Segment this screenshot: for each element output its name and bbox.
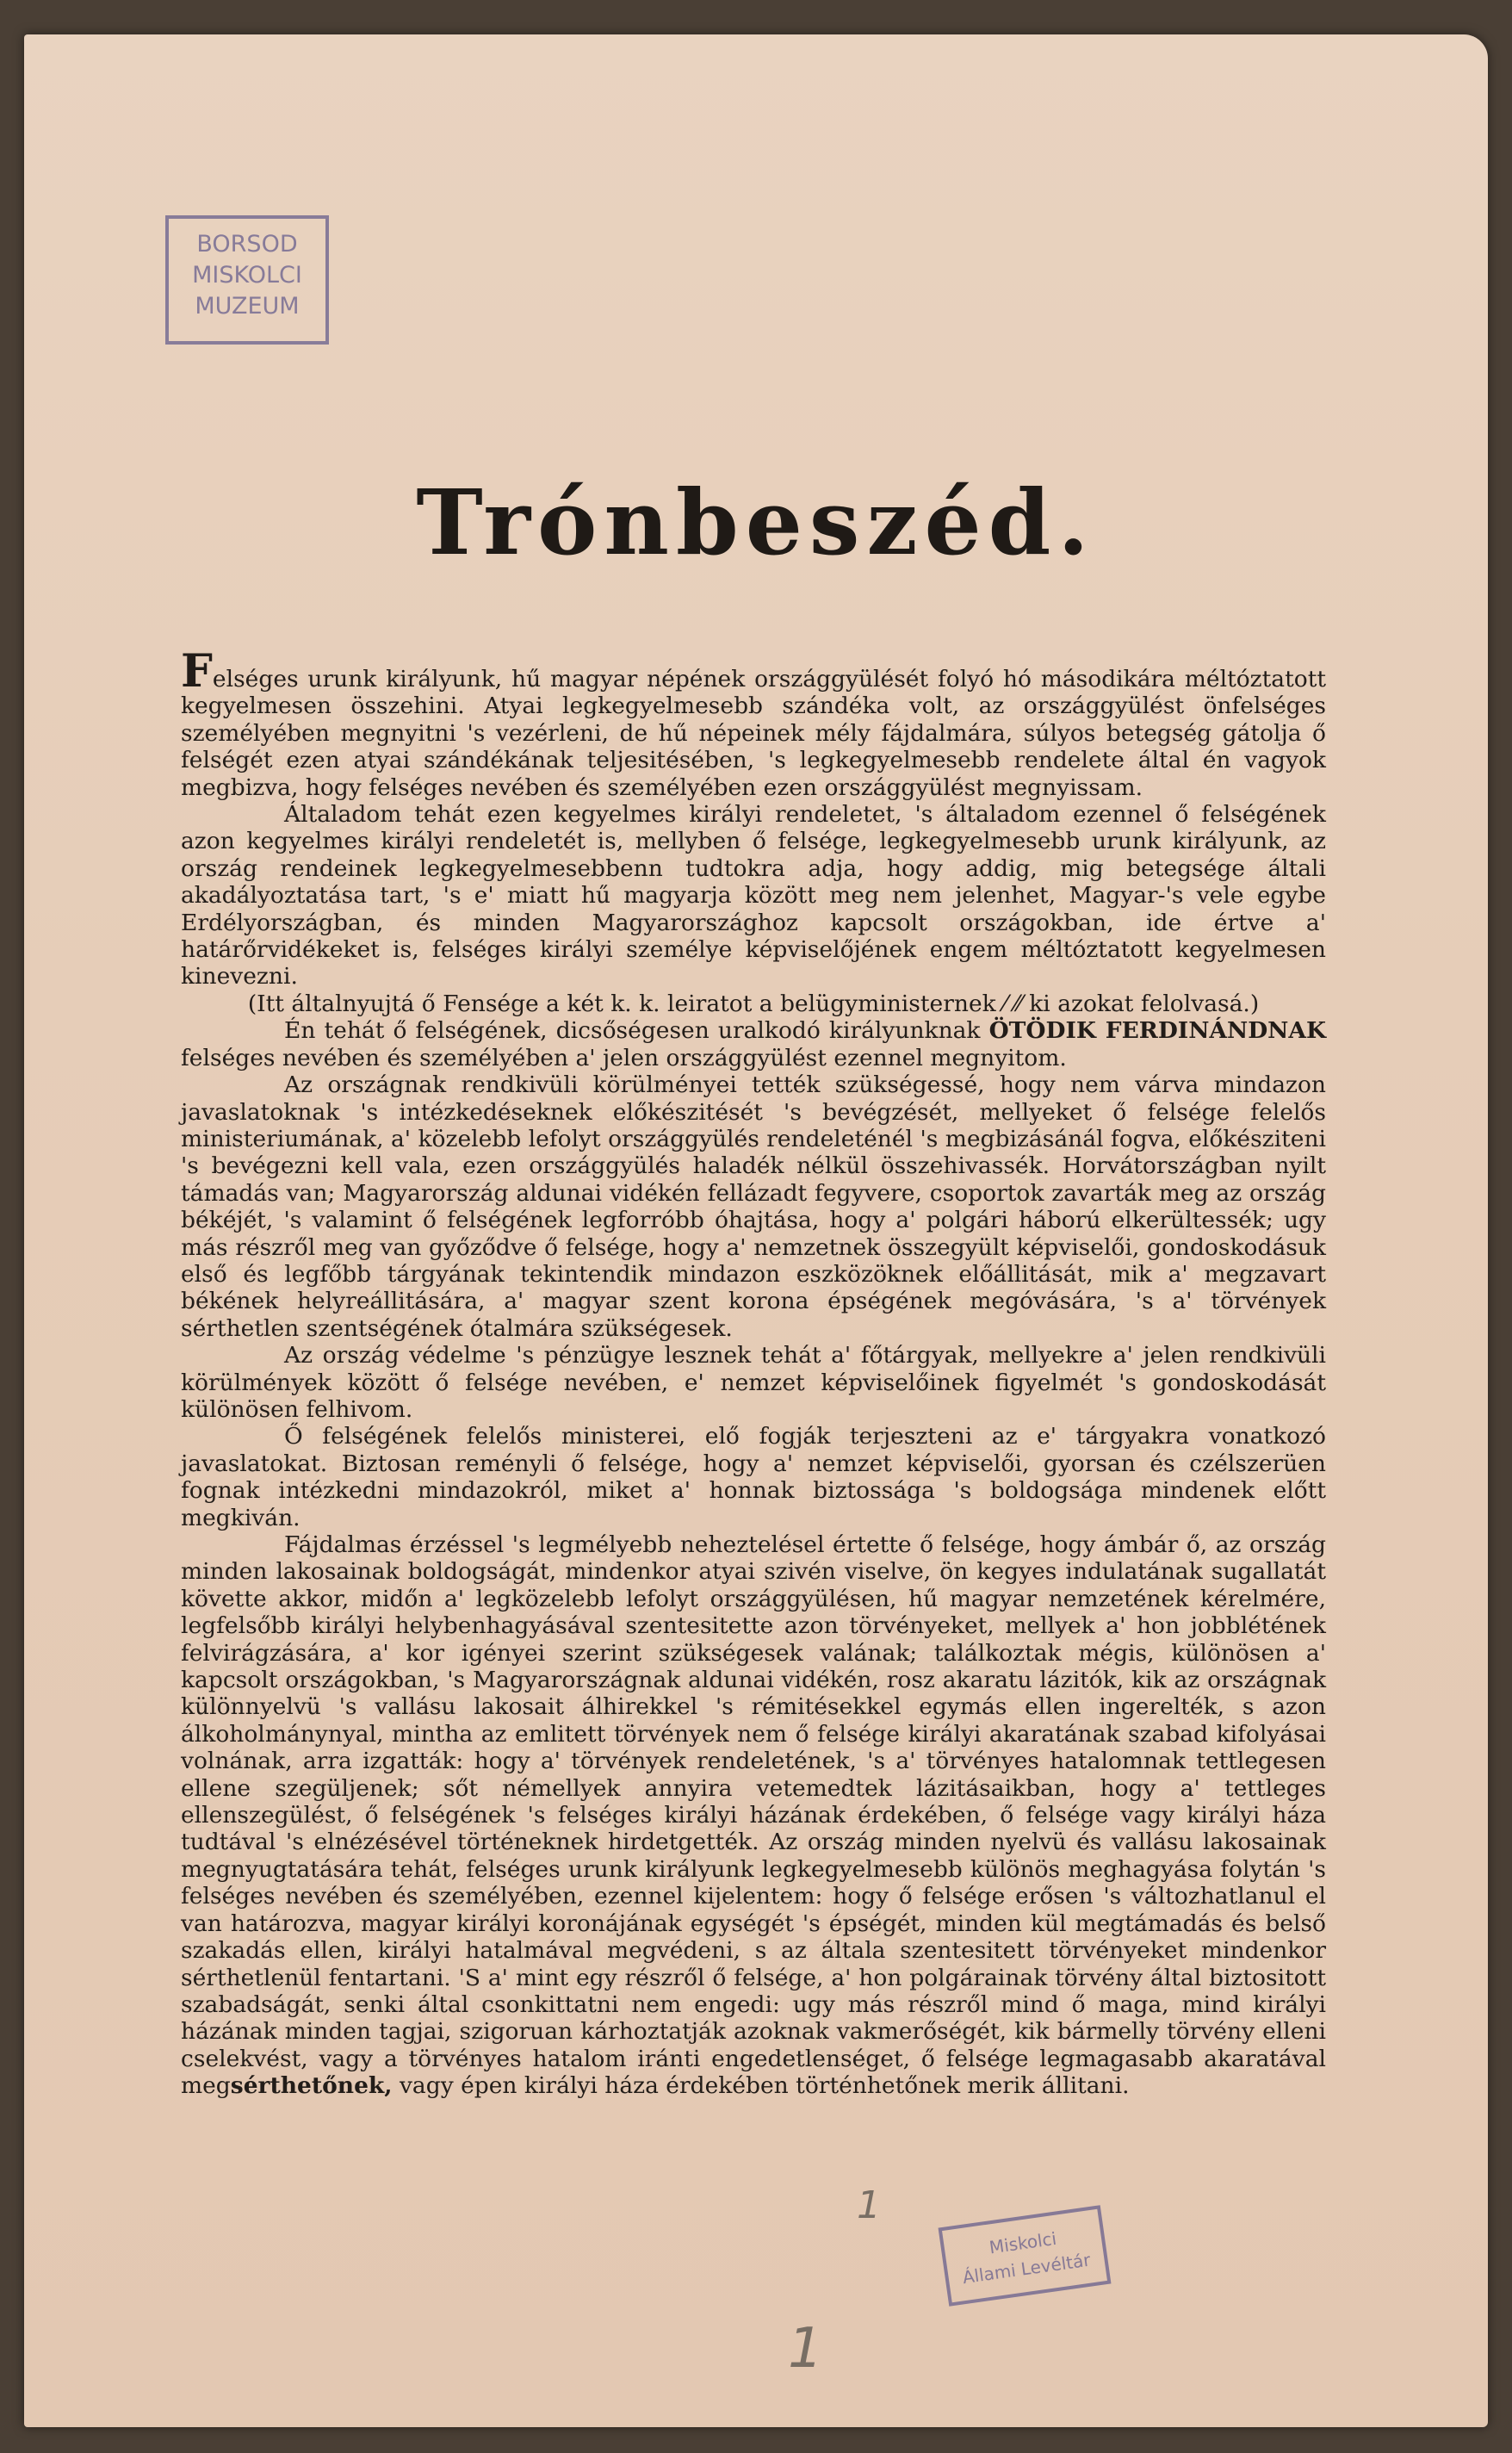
paragraph-6: Az ország védelme 's pénzügye lesznek tehát a' főtárgyak, mellyekre a' jelen rendkivüli körülmények között ő felsége nevében, e' nemzet képviselőinek figyelmét 's gondoskodását különösen felhivom. [181,1342,1326,1423]
paragraph-8 [181,1531,1326,2100]
paragraph-5: Az országnak rendkivüli körülményei tették szükségessé, hogy nem várva mindazon javaslatoknak 's intézkedéseknek előkészitését 's bevégzését, mellyeket ő felsége felelős ministeriumának, a' közelebb lefolyt országgyülés rendeleténél 's megbizásánál fogva, előkésziteni 's bevégezni kell vala, ezen országgyülés haladék nélkül összehivassék. Horvátországban nyilt támadás van; Magyarország aldunai vidékén fellázadt fegyvere, csoportok zavarták meg az ország békéjét, 's valamint ő felségének legforróbb óhajtása, hogy a' polgári háború elkerültessék; ugy más részről meg van győződve ő felsége, hogy a' nemzetnek összegyült képviselői, gondoskodásuk első és legfőbb tárgyának tekintendik mindazon eszközöknek előállitását, mik a' megzavart békének helyreállitására, a' magyar szent korona épségének megóvására, 's a' törvények sérthetlen szentségének ótalmára szükségesek. [181,1071,1326,1342]
paragraph-text: Fájdalmas érzéssel 's legmélyebb neheztelésel értette ő felsége, hogy ámbár ő, az ország minden lakosainak boldogságát, mindenkor atyai szivén viselve, ön kegyes indulatának sugallatát követte akkor, midőn a' legközelebb lefolyt országgyülésen, hű magyar nemzetének kérelmére, legfelsőbb királyi helybenhagyásával szentesitette azon törvényeket, mellyek a' hon jobblétének felvirágzására, a' kor igényei szerint szükségesek valának; találkoztak mégis, különösen a' kapcsolt országokban, 's Magyarországnak aldunai vidékén, rosz akaratu lázitók, kik az országnak különnyelvü 's vallásu lakosait álhirekkel 's rémitésekkel egymás ellen ingerelték, s azon álkoholmánynyal, mintha az emlitett törvények nem ő felsége királyi akaratának szabad kifolyásai volnának, arra izgatták: hogy a' törvények rendeletének, 's a' törvényes hatalomnak tettlegesen ellene szegüljenek; sőt némellyek annyira vetemedtek lázitásaikban, hogy a' tettleges ellenszegülést, ő felségének 's felséges királyi házának érdekében, ő felsége vagy királyi háza tudtával 's elnézésével történeknek hirdetgették. Az ország minden nyelvü és vallásu lakosainak megnyugtatására tehát, felséges urunk királyunk legkegyelmesebb különös meghagyása folytán 's felséges nevében és személyében, ezennel kijelentem: hogy ő felsége erősen 's változhatlanul el van határozva, magyar királyi koronájának egységét 's épségét, minden kül megtámadás és belső szakadás ellen, királyi hatalmával megvédeni, s az általa szentesitett törvényeket mindenkor sérthetlenül fentartani. 'S a' mint egy részről ő felsége, a' hon polgárainak törvény által biztositott szabadságát, senki által csonkittatni nem engedi: ugy más részről mind ő maga, mind királyi házának minden tagjai, szigoruan kárhoztatják azoknak vakmerőségét, kik bármelly törvény elleni cselekvést, vagy a törvényes hatalom iránti engedetlenséget, ő felsége legmagasabb akaratával meg [181,1531,1326,2100]
stamp-line: Miskolci [988,2227,1058,2258]
stamp-line: BORSOD [196,231,298,258]
paragraph-2: Általadom tehát ezen kegyelmes királyi rendeletet, 's általadom ezennel ő felségének azon kegyelmes királyi rendeletét is, mellyben ő felsége, legkegyelmesebb urunk királyunk, az ország rendeinek legkegyelmesebbenn tudtokra adja, hogy addig, mig betegsége általi akadályoztatása tart, 's e' miatt hű magyarja között meg nem jelenhet, Magyar-'s vele egybe Erdélyországban, és minden Magyarországhoz kapcsolt országokban, ide értve a' határőrvidékeket is, felséges királyi személye képviselőjének engem méltóztatott kegyelmesen kinevezni. [181,801,1326,991]
stamp-line: MUZEUM [195,293,300,320]
museum-stamp [165,215,329,345]
document-title: Trónbeszéd. [416,469,1096,575]
paragraph-text: elséges urunk királyunk, hű magyar népének országgyülését folyó hó másodikára méltóztatott kegyelmesen összehini. Atyai legkegyelmesebb szándéka volt, az országgyülést önfelséges személyében megnyitni 's vezérleni, de hű népeinek mély fájdalmára, súlyos betegség gátolja ő felségét ezen atyai szándékának teljesitésében, 's legkegyelmesebb rendelete által én vagyok megbizva, hogy felséges nevében és személyében ezen országgyülést megnyissam. [181,666,1326,801]
pencil-mark: 1 [788,2317,823,2381]
paragraph-text: vagy épen királyi háza érdekében történhetőnek merik állitani. [392,2072,1130,2100]
king-name: ÖTÖDIK FERDINÁNDNAK [988,1017,1326,1045]
stamp-line: MISKOLCI [192,262,302,289]
paragraph-3: (Itt általnyujtá ő Fensége a két k. k. leiratot a belügyministernek ⁄ ⁄⁄ ki azokat felolvasá.) [247,990,1260,1017]
pencil-mark: 1 [857,2183,881,2227]
paragraph-text: Én tehát ő felségének, dicsőségesen uralkodó királyunknak [284,1017,989,1045]
stamp-line: Állami Levéltár [961,2249,1092,2288]
bold-word: sérthetőnek, [230,2072,393,2100]
paragraph-4 [181,1017,1326,1071]
paragraph-1 [181,645,1326,801]
paragraph-text: felséges nevében és személyében a' jelen országgyülést ezennel megnyitom. [181,1044,1067,1071]
paragraph-7: Ő felségének felelős ministerei, elő fogják terjeszteni az e' tárgyakra vonatkozó javaslatokat. Biztosan reményli ő felsége, hogy a' nemzet képviselői, gyorsan és czélszerüen fognak intézkedni mindazokról, miket a' honnak biztossága 's boldogsága mindenek előtt megkiván. [181,1423,1326,1531]
document-body [181,645,1326,2100]
drop-cap: F [181,645,213,698]
